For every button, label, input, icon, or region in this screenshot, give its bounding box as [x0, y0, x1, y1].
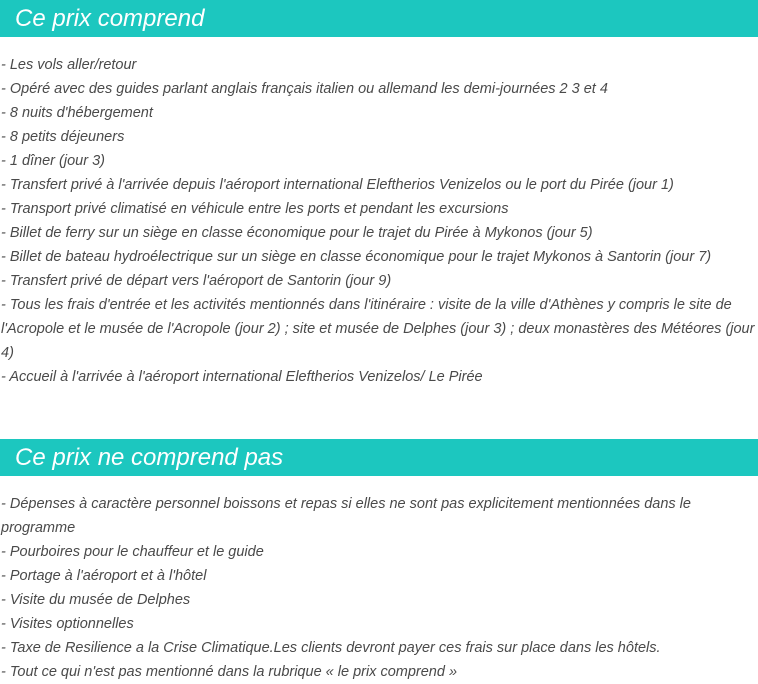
list-item: - Portage à l'aéroport et à l'hôtel — [1, 568, 207, 584]
list-item: - 8 nuits d'hébergement — [1, 105, 153, 121]
list-item: - Visites optionnelles — [1, 616, 134, 632]
list-item: - Opéré avec des guides parlant anglais français italien ou allemand les demi-journées 2 3 et 4 — [1, 81, 608, 97]
list-item: - Transfert privé à l'arrivée depuis l'aéroport international Eleftherios Venizelos ou le port du Pirée (jour 1) — [1, 177, 674, 193]
list-item: - Tous les frais d'entrée et les activités mentionnés dans l'itinéraire : visite de la ville d'Athènes y compris le site de l'Acropole et le musée de l'Acropole (jour 2) ; site et musée de Delphes (jour 3) ; deux monastères des Météores (jour 4) — [1, 297, 755, 361]
list-item: - Dépenses à caractère personnel boissons et repas si elles ne sont pas explicitement mentionnées dans le programme — [1, 496, 691, 536]
list-item: - Visite du musée de Delphes — [1, 592, 191, 608]
list-item: - 8 petits déjeuners — [1, 129, 125, 145]
list-item: - Tout ce qui n'est pas mentionné dans la rubrique « le prix comprend » — [1, 664, 458, 680]
excludes-list — [0, 492, 758, 684]
list-item: - Billet de ferry sur un siège en classe économique pour le trajet du Pirée à Mykonos (jour 5) — [1, 225, 593, 241]
list-item: - Taxe de Resilience a la Crise Climatique.Les clients devront payer ces frais sur place dans les hôtels. — [1, 640, 661, 656]
list-item: - Pourboires pour le chauffeur et le guide — [1, 544, 264, 560]
includes-section-header — [0, 0, 758, 37]
list-item: - Billet de bateau hydroélectrique sur un siège en classe économique pour le trajet Mykonos à Santorin (jour 7) — [1, 249, 712, 265]
list-item: - Accueil à l'arrivée à l'aéroport international Eleftherios Venizelos/ Le Pirée — [1, 369, 483, 385]
list-item: - Les vols aller/retour — [1, 57, 137, 73]
includes-section-title: Ce prix comprend — [15, 5, 205, 32]
list-item: - Transport privé climatisé en véhicule entre les ports et pendant les excursions — [1, 201, 509, 217]
excludes-section-header — [0, 439, 758, 476]
excludes-section-title: Ce prix ne comprend pas — [15, 444, 284, 471]
includes-list — [0, 53, 758, 389]
list-item: - Transfert privé de départ vers l'aéroport de Santorin (jour 9) — [1, 273, 392, 289]
list-item: - 1 dîner (jour 3) — [1, 153, 105, 169]
